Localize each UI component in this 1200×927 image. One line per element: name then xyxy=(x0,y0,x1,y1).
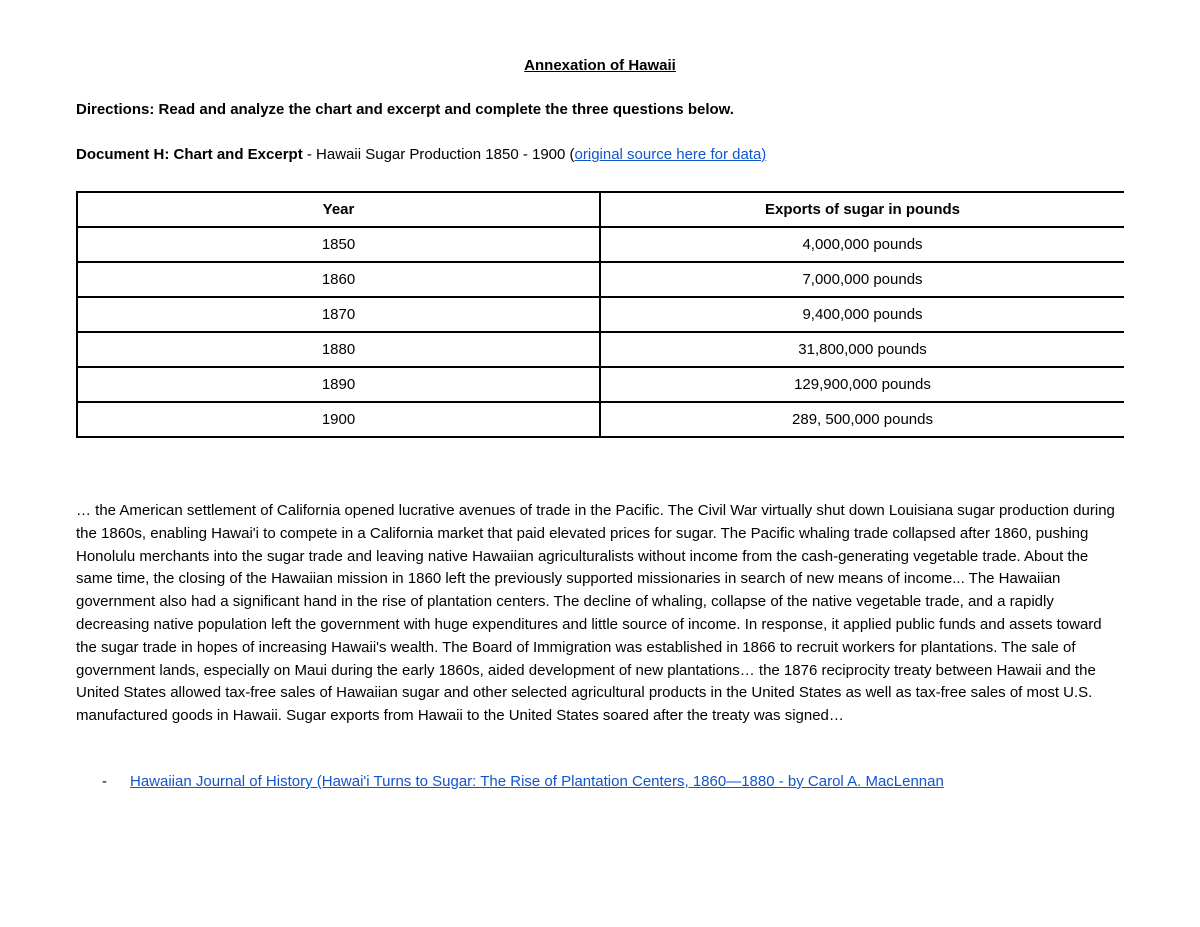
table-row xyxy=(77,227,1124,262)
header-year: Year xyxy=(77,192,600,227)
cell-exports: 31,800,000 pounds xyxy=(600,332,1124,367)
document-subtitle: - Hawaii Sugar Production 1850 - 1900 ( xyxy=(302,146,575,163)
document-heading xyxy=(76,146,766,164)
table-row xyxy=(77,332,1124,367)
document-label: Document H: Chart and Excerpt xyxy=(76,146,303,163)
citation xyxy=(102,773,944,791)
cell-exports: 7,000,000 pounds xyxy=(600,262,1124,297)
citation-link[interactable]: Hawaiian Journal of History (Hawai'i Turns to Sugar: The Rise of Plantation Centers, 1860—1880 - by Carol A. MacLennan xyxy=(130,773,944,790)
table-row xyxy=(77,297,1124,332)
cell-exports: 289, 500,000 pounds xyxy=(600,402,1124,437)
table-row xyxy=(77,402,1124,437)
table-header-row xyxy=(77,192,1124,227)
cell-year: 1860 xyxy=(77,262,600,297)
cell-year: 1900 xyxy=(77,402,600,437)
table-row xyxy=(77,262,1124,297)
cell-year: 1850 xyxy=(77,227,600,262)
page-title: Annexation of Hawaii xyxy=(524,57,676,74)
excerpt-paragraph: … the American settlement of California opened lucrative avenues of trade in the Pacific. The Civil War virtually shut down Louisiana sugar production during the 1860s, enabling Hawai'i to compete in a California market that paid elevated prices for sugar. The Pacific whaling trade collapsed after 1860, pushing Honolulu merchants into the sugar trade and leaving native Hawaiian agriculturalists without income from the cash-generating vegetable trade. About the same time, the closing of the Hawaiian mission in 1860 left the previously supported missionaries in search of new means of income... The Hawaiian government also had a significant hand in the rise of plantation centers. The decline of whaling, collapse of the native vegetable trade, and a rapidly decreasing native population left the government with huge expenditures and little source of income. In response, it applied public funds and assets toward the sugar trade in hopes of increasing Hawaii's wealth. The Board of Immigration was established in 1866 to recruit workers for plantations. The sale of government lands, especially on Maui during the early 1860s, aided development of new plantations… the 1876 reciprocity treaty between Hawaii and the United States allowed tax-free sales of Hawaiian sugar and other selected agricultural products in the United States as well as tax-free sales of most U.S. manufactured goods in Hawaii. Sugar exports from Hawaii to the United States soared after the treaty was signed… xyxy=(76,502,1115,725)
cell-year: 1870 xyxy=(77,297,600,332)
directions-text: Directions: Read and analyze the chart and excerpt and complete the three questions below. xyxy=(76,101,734,118)
cell-exports: 9,400,000 pounds xyxy=(600,297,1124,332)
cell-exports: 4,000,000 pounds xyxy=(600,227,1124,262)
cell-year: 1880 xyxy=(77,332,600,367)
header-exports: Exports of sugar in pounds xyxy=(600,192,1124,227)
table-row xyxy=(77,367,1124,402)
cell-year: 1890 xyxy=(77,367,600,402)
source-link[interactable]: original source here for data) xyxy=(574,146,767,163)
citation-bullet: - xyxy=(102,773,107,790)
cell-exports: 129,900,000 pounds xyxy=(600,367,1124,402)
sugar-exports-table xyxy=(76,191,1124,438)
